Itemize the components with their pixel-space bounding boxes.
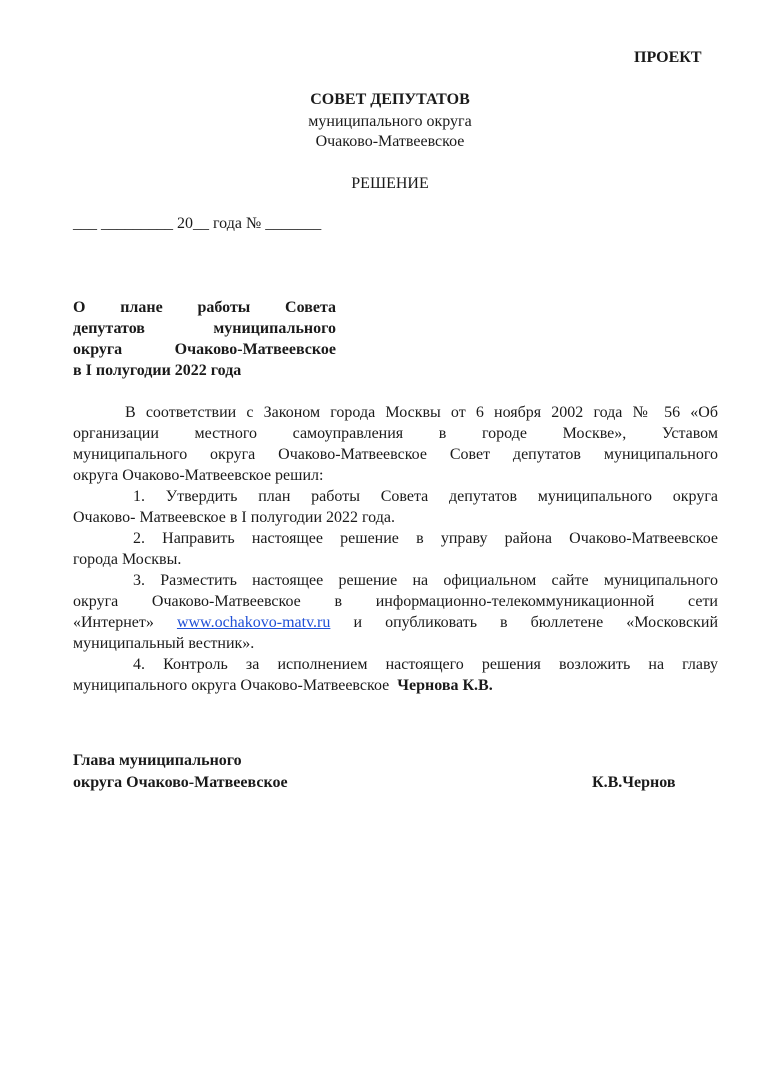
item-4-line: 4. Контроль за исполнением настоящего решения возложить на главу bbox=[133, 656, 718, 673]
subject-line: в I полугодии 2022 года bbox=[73, 362, 242, 379]
preamble-line: округа Очаково-Матвеевское решил: bbox=[73, 467, 324, 484]
item-1-line: Очаково- Матвеевское в I полугодии 2022 года. bbox=[73, 509, 395, 526]
subject-line: округа Очаково-Матвеевское bbox=[73, 341, 336, 358]
item-3-text: и опубликовать в бюллетене «Московский bbox=[353, 614, 718, 631]
item-3-line: муниципальный вестник». bbox=[73, 635, 255, 652]
preamble-line: В соответствии с Законом города Москвы от 6 ноября 2002 года № 56 «Об bbox=[125, 404, 718, 421]
item-2-line: города Москвы. bbox=[73, 551, 182, 568]
item-4-text: муниципального округа Очаково-Матвеевское bbox=[73, 677, 390, 694]
signature-title-line: Глава муниципального bbox=[73, 752, 242, 769]
preamble-line: муниципального округа Очаково-Матвеевское Совет депутатов муниципального bbox=[73, 446, 718, 463]
date-number-line: ___ _________ 20__ года № _______ bbox=[73, 215, 322, 232]
website-link[interactable]: www.ochakovo-matv.ru bbox=[176, 614, 331, 631]
item-3-line: 3. Разместить настоящее решение на официальном сайте муниципального bbox=[133, 572, 718, 589]
item-2-line: 2. Направить настоящее решение в управу района Очаково-Матвеевское bbox=[133, 530, 718, 547]
signature-title-line: округа Очаково-Матвеевское bbox=[73, 774, 288, 791]
item-4-line bbox=[73, 677, 718, 695]
subject-line: депутатов муниципального bbox=[73, 320, 336, 337]
item-1-line: 1. Утвердить план работы Совета депутатов муниципального округа bbox=[133, 488, 718, 505]
council-title: СОВЕТ ДЕПУТАТОВ bbox=[310, 91, 470, 108]
item-3-line: округа Очаково-Матвеевское в информационно-телекоммуникационной сети bbox=[73, 593, 718, 610]
council-subtitle-district: муниципального округа bbox=[308, 113, 472, 130]
preamble-line: организации местного самоуправления в городе Москве», Уставом bbox=[73, 425, 718, 442]
decision-label: РЕШЕНИЕ bbox=[351, 175, 429, 192]
draft-label: ПРОЕКТ bbox=[634, 49, 702, 66]
item-3-line bbox=[73, 614, 718, 632]
council-subtitle-name: Очаково-Матвеевское bbox=[315, 133, 465, 150]
subject-line: О плане работы Совета bbox=[73, 299, 336, 316]
item-3-text: «Интернет» bbox=[73, 614, 154, 631]
signature-name: К.В.Чернов bbox=[592, 774, 676, 791]
responsible-person: Чернова К.В. bbox=[397, 677, 493, 694]
